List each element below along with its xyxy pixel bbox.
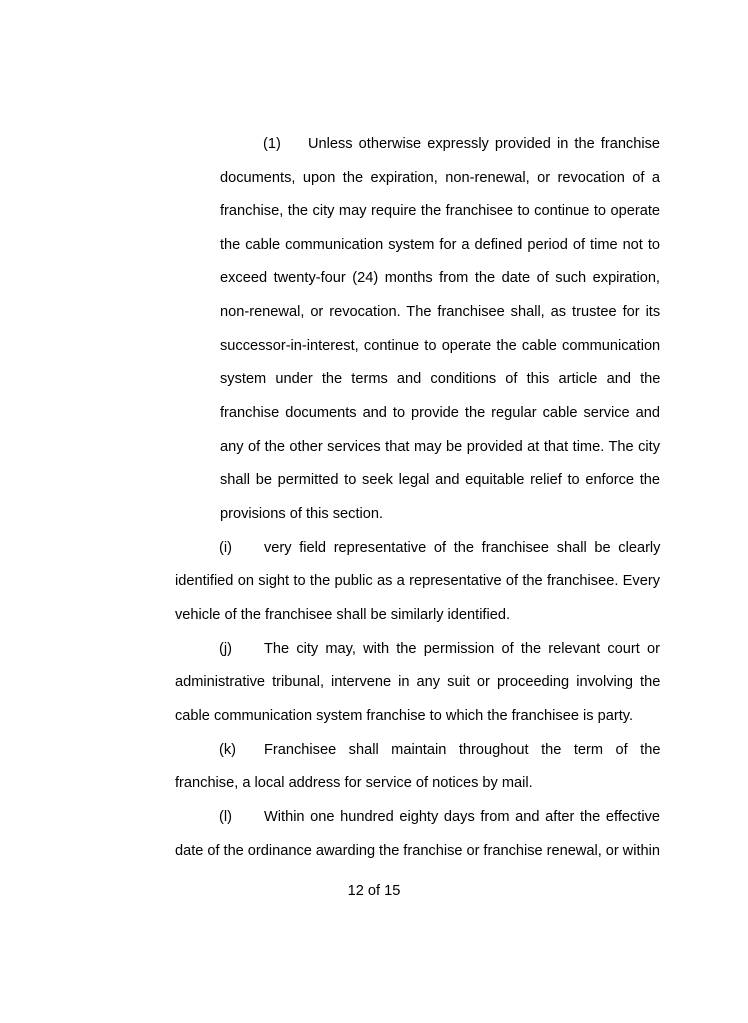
paragraph-line: provisions of this section. — [220, 506, 384, 522]
paragraph-marker: (i) — [219, 540, 232, 556]
paragraph-marker: (1) — [263, 136, 281, 152]
paragraph-line: any of the other services that may be provided at that time. The city — [220, 439, 660, 455]
paragraph-first-line: The city may, with the permission of the relevant court or — [264, 641, 660, 657]
paragraph-line: date of the ordinance awarding the franchise or franchise renewal, or within — [175, 843, 660, 859]
paragraph-first-line: Within one hundred eighty days from and after the effective — [264, 809, 660, 825]
paragraph-line: franchise, the city may require the franchisee to continue to operate — [220, 203, 660, 219]
paragraph-line: shall be permitted to seek legal and equitable relief to enforce the — [220, 472, 660, 488]
paragraph-first-line: very field representative of the franchisee shall be clearly — [264, 540, 661, 556]
paragraph-marker: (l) — [219, 809, 232, 825]
paragraph-marker: (k) — [219, 742, 237, 758]
page-number: 12 of 15 — [347, 883, 401, 899]
paragraph-line: non-renewal, or revocation. The franchisee shall, as trustee for its — [220, 304, 661, 320]
paragraph-line: successor-in-interest, continue to operate the cable communication — [220, 338, 661, 354]
paragraph-line: the cable communication system for a defined period of time not to — [220, 237, 660, 253]
paragraph-line: vehicle of the franchisee shall be similarly identified. — [175, 607, 511, 623]
paragraph-line: exceed twenty-four (24) months from the date of such expiration, — [220, 270, 660, 286]
paragraph-line: documents, upon the expiration, non-renewal, or revocation of a — [220, 170, 660, 186]
paragraph-first-line: Franchisee shall maintain throughout the term of the — [264, 742, 661, 758]
paragraph-line: system under the terms and conditions of this article and the — [220, 371, 661, 387]
paragraph-marker: (j) — [219, 641, 232, 657]
paragraph-line: franchise documents and to provide the regular cable service and — [220, 405, 660, 421]
paragraph-line: identified on sight to the public as a representative of the franchisee. Every — [175, 573, 660, 589]
paragraph-line: franchise, a local address for service of notices by mail. — [175, 775, 533, 791]
paragraph-line: cable communication system franchise to which the franchisee is party. — [175, 708, 634, 724]
paragraph-line: administrative tribunal, intervene in any suit or proceeding involving the — [175, 674, 661, 690]
paragraph-first-line: Unless otherwise expressly provided in the franchise — [308, 136, 660, 152]
